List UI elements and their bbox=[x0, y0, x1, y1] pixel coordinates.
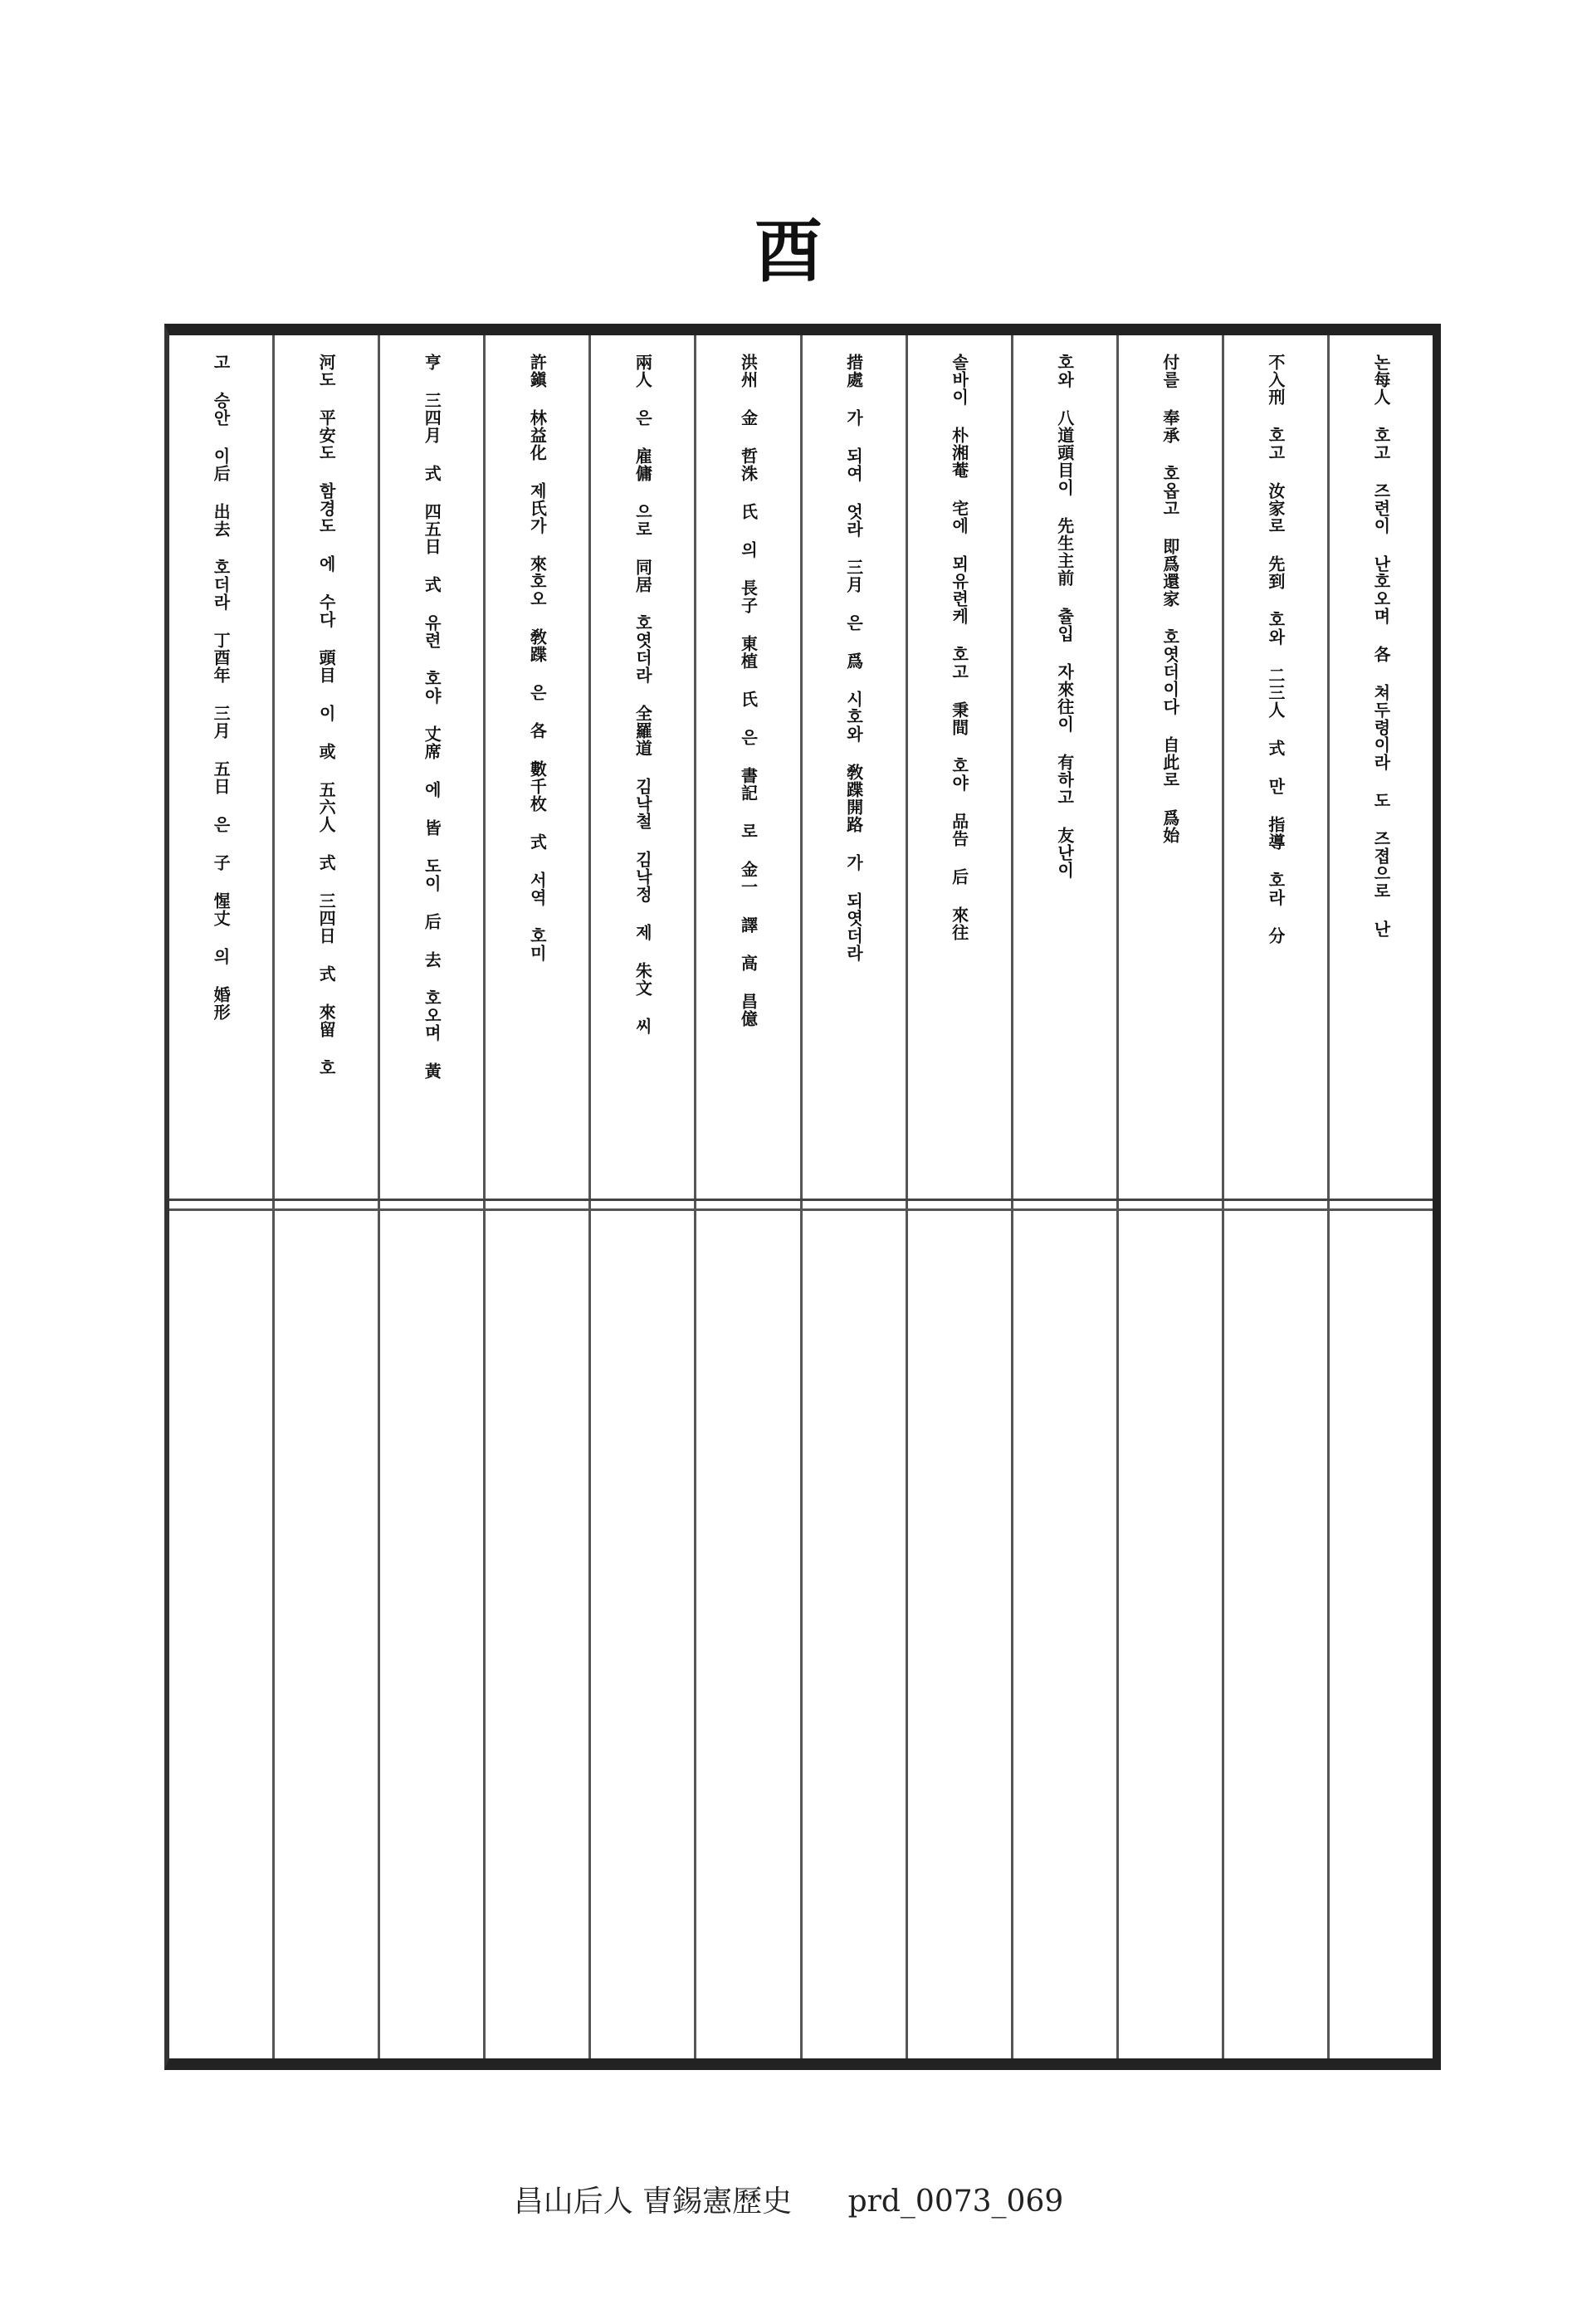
footer-id: prd_0073_069 bbox=[847, 2185, 1064, 2219]
text-column-10 bbox=[378, 335, 483, 2058]
column-text: 不入刑 호고 汝家로 先到 호와 二三人 式 만 指導 호라 分 bbox=[1265, 354, 1286, 945]
text-column-6 bbox=[800, 335, 906, 2058]
column-text: 고 승안 이后 出去 호더라 丁酉年 三月 五日 은 子 惺丈 의 婚形 bbox=[211, 354, 232, 1021]
column-text: 호와 八道頭目이 先生主前 츌입 자來往이 有하고 友난이 bbox=[1054, 354, 1075, 879]
column-text: 兩人 은 雇傭 으로 同居 호엿더라 全羅道 김낙철 김낙정 제 朱文 씨 bbox=[632, 354, 653, 1035]
text-column-1 bbox=[1327, 335, 1433, 2058]
column-text: 솔바이 朴湘菴 宅에 뫼유련케 호고 秉間 호야 品告 后 來往 bbox=[949, 354, 969, 941]
text-column-8 bbox=[588, 335, 694, 2058]
text-column-7 bbox=[694, 335, 799, 2058]
column-text: 付를 奉承 호옵고 即爲還家 호엿더이다 自此로 爲始 bbox=[1160, 354, 1180, 844]
text-column-9 bbox=[483, 335, 588, 2058]
text-column-3 bbox=[1116, 335, 1222, 2058]
column-text: 亨 三四月 式 四五日 式 유련 호야 丈席 에 皆 도이 后 去 호오며 黃 bbox=[422, 354, 442, 1080]
text-column-11 bbox=[272, 335, 378, 2058]
column-text: 河도 平安도 함경도 에 수다 頭目 이 或 五六人 式 三四日 式 來留 호 bbox=[316, 354, 337, 1077]
text-column-5 bbox=[906, 335, 1011, 2058]
column-text: 許鎭 林益化 제氏가 來호오 敎蹀 은 各 數千枚 式 서역 호미 bbox=[527, 354, 548, 962]
text-column-4 bbox=[1011, 335, 1116, 2058]
page-heading: 酉 bbox=[754, 212, 823, 291]
text-column-12 bbox=[169, 335, 272, 2058]
column-text: 논每人 호고 즈련이 난호오며 各 쳐두령이라 도 즈졉으로 난 bbox=[1370, 354, 1391, 938]
text-frame bbox=[164, 324, 1441, 2070]
page-fold-line bbox=[169, 1199, 1433, 1211]
text-column-2 bbox=[1222, 335, 1327, 2058]
column-text: 措處 가 되여 엇라 三月 은 爲 시호와 敎蹀開路 가 되엿더라 bbox=[843, 354, 864, 962]
column-container bbox=[169, 335, 1433, 2058]
footer-title: 昌山后人 曺錫憲歷史 bbox=[513, 2185, 793, 2219]
column-text: 洪州 金 哲洙 氏 의 長子 東植 氏 은 書記 로 金一 譯 高 昌億 bbox=[738, 354, 759, 1028]
page-footer bbox=[0, 2178, 1577, 2220]
